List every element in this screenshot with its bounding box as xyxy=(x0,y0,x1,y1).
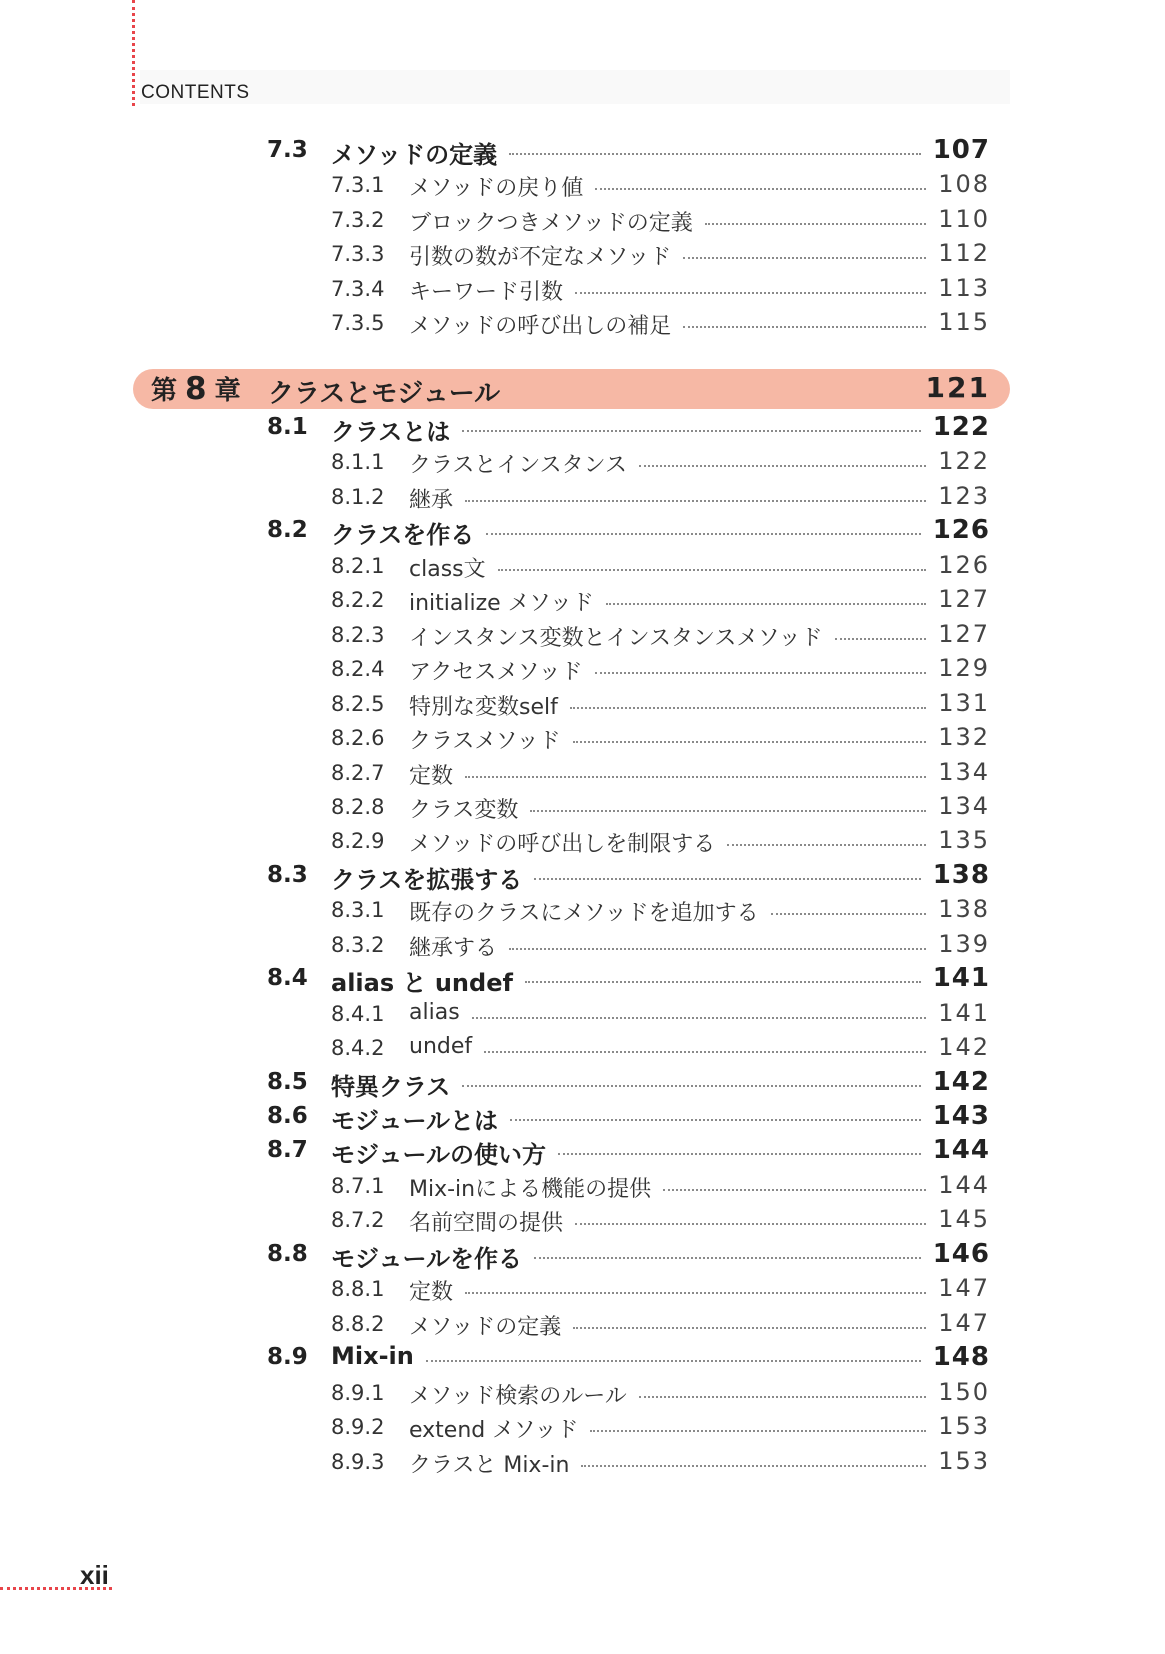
dot-leader xyxy=(462,1085,921,1087)
toc-subsection-entry xyxy=(0,273,1165,307)
entry-page-number: 129 xyxy=(938,654,990,683)
dot-leader xyxy=(771,913,926,915)
entry-number: 8.8.2 xyxy=(331,1311,385,1336)
entry-number: 8.1.2 xyxy=(331,484,385,509)
entry-number: 8.9.2 xyxy=(331,1415,385,1440)
entry-title: クラスとインスタンス xyxy=(409,453,628,479)
toc-section-entry xyxy=(0,135,1165,169)
entry-number: 8.2.1 xyxy=(331,553,385,578)
toc-subsection-entry xyxy=(0,204,1165,238)
entry-number: 8.4 xyxy=(267,965,308,992)
chapter-suffix: 章 xyxy=(214,376,241,406)
dot-leader xyxy=(465,1292,926,1294)
toc-subsection-entry xyxy=(0,1411,1165,1445)
toc-subsection-entry xyxy=(0,446,1165,480)
entry-title: クラス変数 xyxy=(409,797,519,823)
chapter-page-number: 121 xyxy=(925,371,990,404)
dot-leader xyxy=(590,1430,926,1432)
entry-title: 既存のクラスにメソッドを追加する xyxy=(409,901,759,927)
entry-page-number: 141 xyxy=(932,963,990,994)
dot-leader xyxy=(573,741,926,743)
entry-title: 特別な変数self xyxy=(409,694,558,720)
toc-subsection-entry xyxy=(0,307,1165,341)
entry-page-number: 113 xyxy=(938,273,990,302)
entry-page-number: 150 xyxy=(938,1377,990,1406)
entry-number: 8.2 xyxy=(267,517,308,544)
dot-leader xyxy=(595,188,926,190)
toc-subsection-entry xyxy=(0,169,1165,203)
entry-number: 7.3.2 xyxy=(331,207,385,232)
entry-title: メソッドの戻り値 xyxy=(409,176,584,202)
running-header: CONTENTS xyxy=(141,82,250,103)
entry-page-number: 135 xyxy=(938,826,990,855)
dot-leader xyxy=(462,430,921,432)
dot-leader xyxy=(484,1051,926,1053)
entry-number: 8.6 xyxy=(267,1103,308,1129)
entry-number: 8.7 xyxy=(267,1137,308,1164)
entry-number: 8.2.9 xyxy=(331,829,385,854)
entry-title: メソッドの定義 xyxy=(331,141,498,169)
entry-page-number: 107 xyxy=(932,135,990,165)
entry-title: 継承 xyxy=(409,487,454,513)
entry-title: 引数の数が不定なメソッド xyxy=(409,245,672,271)
entry-title: クラスを拡張する xyxy=(331,865,523,894)
dot-leader xyxy=(663,1189,926,1191)
entry-title: alias と undef xyxy=(331,969,513,998)
toc-section-entry xyxy=(0,963,1165,997)
entry-page-number: 126 xyxy=(932,515,990,546)
dot-leader xyxy=(683,326,926,328)
entry-title: インスタンス変数とインスタンスメソッド xyxy=(409,625,823,651)
entry-title: キーワード引数 xyxy=(409,279,564,305)
entry-number: 8.2.8 xyxy=(331,794,385,819)
chapter-prefix: 第 xyxy=(151,376,178,406)
toc-section-entry xyxy=(0,1101,1165,1135)
entry-number: 8.1 xyxy=(267,414,308,440)
toc-subsection-entry xyxy=(0,929,1165,963)
entry-page-number: 146 xyxy=(932,1238,990,1269)
entry-number: 7.3.5 xyxy=(331,311,385,336)
entry-number: 8.1.1 xyxy=(331,450,385,475)
toc-subsection-entry xyxy=(0,1377,1165,1411)
entry-page-number: 147 xyxy=(938,1274,990,1303)
entry-number: 7.3.3 xyxy=(331,242,385,267)
entry-title: モジュールの使い方 xyxy=(331,1141,547,1170)
dot-leader xyxy=(486,533,921,535)
toc-subsection-entry xyxy=(0,653,1165,687)
entry-page-number: 132 xyxy=(938,723,990,752)
entry-title: メソッドの定義 xyxy=(409,1314,562,1340)
dot-leader xyxy=(534,1257,921,1259)
entry-page-number: 122 xyxy=(938,447,990,476)
entry-title: クラスメソッド xyxy=(409,729,561,755)
dot-leader xyxy=(683,257,926,259)
entry-page-number: 110 xyxy=(938,204,990,233)
entry-number: 7.3.1 xyxy=(331,173,385,198)
toc-subsection-entry xyxy=(0,757,1165,791)
dot-leader xyxy=(509,948,926,950)
entry-page-number: 115 xyxy=(938,308,990,337)
entry-number: 7.3 xyxy=(267,137,308,163)
entry-number: 8.2.7 xyxy=(331,760,385,785)
entry-title: 定数 xyxy=(409,1280,454,1306)
entry-title: メソッド検索のルール xyxy=(409,1383,627,1409)
dot-leader xyxy=(510,1119,921,1121)
dot-leader xyxy=(525,981,921,983)
entry-number: 8.2.4 xyxy=(331,657,385,682)
entry-page-number: 142 xyxy=(932,1066,990,1097)
toc-subsection-entry xyxy=(0,688,1165,722)
entry-page-number: 144 xyxy=(938,1170,990,1199)
dot-leader xyxy=(570,707,926,709)
entry-title: アクセスメソッド xyxy=(409,660,583,686)
toc-section-entry xyxy=(0,1135,1165,1169)
toc-subsection-entry xyxy=(0,791,1165,825)
entry-title: alias xyxy=(409,999,460,1025)
toc-subsection-entry xyxy=(0,1170,1165,1204)
entry-page-number: 127 xyxy=(938,585,990,614)
toc-subsection-entry xyxy=(0,238,1165,272)
entry-page-number: 134 xyxy=(938,791,990,820)
toc-section-entry xyxy=(0,860,1165,894)
entry-title: undef xyxy=(409,1034,473,1060)
entry-number: 8.7.2 xyxy=(331,1208,385,1233)
dot-leader xyxy=(509,153,921,155)
dot-leader xyxy=(575,1223,926,1225)
toc-subsection-entry xyxy=(0,1204,1165,1238)
toc-subsection-entry xyxy=(0,550,1165,584)
entry-page-number: 141 xyxy=(938,998,990,1027)
entry-page-number: 138 xyxy=(938,895,990,924)
entry-title: クラスと Mix-in xyxy=(409,1452,570,1478)
entry-page-number: 145 xyxy=(938,1205,990,1234)
toc-subsection-entry xyxy=(0,722,1165,756)
entry-number: 8.2.5 xyxy=(331,691,385,716)
entry-page-number: 144 xyxy=(932,1135,990,1166)
entry-page-number: 153 xyxy=(938,1412,990,1441)
dot-leader xyxy=(426,1360,921,1362)
entry-title: メソッドの呼び出しを制限する xyxy=(409,832,716,858)
entry-number: 8.3 xyxy=(267,861,308,888)
entry-number: 8.4.1 xyxy=(331,1001,385,1026)
entry-title: class文 xyxy=(409,556,486,582)
toc-subsection-entry xyxy=(0,894,1165,928)
entry-number: 8.8.1 xyxy=(331,1277,385,1302)
dot-leader xyxy=(498,569,926,571)
dot-leader xyxy=(530,810,926,812)
entry-title: ブロックつきメソッドの定義 xyxy=(409,210,693,236)
entry-number: 8.8 xyxy=(267,1240,308,1267)
dot-leader xyxy=(465,500,926,502)
entry-title: Mix-inによる機能の提供 xyxy=(409,1176,652,1202)
entry-page-number: 143 xyxy=(932,1101,990,1131)
toc-subsection-entry xyxy=(0,481,1165,515)
entry-number: 8.2.2 xyxy=(331,588,385,613)
dot-leader xyxy=(558,1153,921,1155)
entry-title: Mix-in xyxy=(331,1342,414,1371)
dot-leader xyxy=(575,292,926,294)
entry-page-number: 139 xyxy=(938,929,990,958)
entry-number: 8.5 xyxy=(267,1068,308,1095)
toc-section-entry xyxy=(0,515,1165,549)
toc-subsection-entry xyxy=(0,1308,1165,1342)
entry-page-number: 147 xyxy=(938,1308,990,1337)
entry-page-number: 108 xyxy=(938,170,990,199)
entry-page-number: 123 xyxy=(938,481,990,510)
toc-subsection-entry xyxy=(0,619,1165,653)
dot-leader xyxy=(581,1465,926,1467)
entry-title: 名前空間の提供 xyxy=(409,1211,564,1237)
entry-title: 継承する xyxy=(409,935,498,961)
entry-number: 8.3.1 xyxy=(331,898,385,923)
dot-leader xyxy=(465,776,926,778)
entry-number: 8.2.3 xyxy=(331,622,385,647)
toc-subsection-entry xyxy=(0,1446,1165,1480)
toc-section-entry xyxy=(0,1342,1165,1376)
entry-title: 特異クラス xyxy=(331,1072,451,1101)
toc-section-entry xyxy=(0,1067,1165,1101)
entry-number: 8.3.2 xyxy=(331,932,385,957)
entry-number: 8.9 xyxy=(267,1344,308,1371)
entry-page-number: 127 xyxy=(938,619,990,648)
entry-page-number: 148 xyxy=(932,1342,990,1373)
dot-leader xyxy=(595,672,926,674)
entry-title: initialize メソッド xyxy=(409,591,594,617)
entry-page-number: 142 xyxy=(938,1033,990,1062)
entry-number: 8.7.1 xyxy=(331,1173,385,1198)
entry-number: 8.9.1 xyxy=(331,1380,385,1405)
entry-title: クラスを作る xyxy=(331,521,475,550)
chapter-number: 8 xyxy=(185,371,207,407)
entry-page-number: 122 xyxy=(932,412,990,442)
chapter-title: クラスとモジュール xyxy=(268,379,501,409)
entry-page-number: 112 xyxy=(938,239,990,268)
toc-subsection-entry xyxy=(0,584,1165,618)
dot-leader xyxy=(472,1017,926,1019)
toc-subsection-entry xyxy=(0,998,1165,1032)
toc-section-entry xyxy=(0,1239,1165,1273)
entry-title: extend メソッド xyxy=(409,1418,579,1444)
entry-number: 8.2.6 xyxy=(331,726,385,751)
entry-title: クラスとは xyxy=(331,418,451,446)
folio-page-number: xii xyxy=(80,1560,109,1590)
dot-leader xyxy=(534,878,921,880)
dot-leader xyxy=(835,638,926,640)
dot-leader xyxy=(705,223,926,225)
dot-leader xyxy=(727,844,926,846)
dot-leader xyxy=(606,603,926,605)
entry-page-number: 134 xyxy=(938,757,990,786)
entry-title: モジュールとは xyxy=(331,1107,499,1135)
dot-leader xyxy=(639,465,926,467)
entry-title: 定数 xyxy=(409,763,454,789)
entry-page-number: 138 xyxy=(932,859,990,890)
toc-subsection-entry xyxy=(0,1273,1165,1307)
entry-page-number: 131 xyxy=(938,688,990,717)
entry-title: モジュールを作る xyxy=(331,1244,523,1273)
entry-title: メソッドの呼び出しの補足 xyxy=(409,314,672,340)
entry-page-number: 126 xyxy=(938,550,990,579)
toc-subsection-entry xyxy=(0,1032,1165,1066)
entry-number: 7.3.4 xyxy=(331,276,385,301)
dot-leader xyxy=(573,1327,926,1329)
entry-number: 8.4.2 xyxy=(331,1036,385,1061)
toc-section-entry xyxy=(0,412,1165,446)
entry-number: 8.9.3 xyxy=(331,1449,385,1474)
toc-subsection-entry xyxy=(0,825,1165,859)
dot-leader xyxy=(639,1396,926,1398)
entry-page-number: 153 xyxy=(938,1446,990,1475)
